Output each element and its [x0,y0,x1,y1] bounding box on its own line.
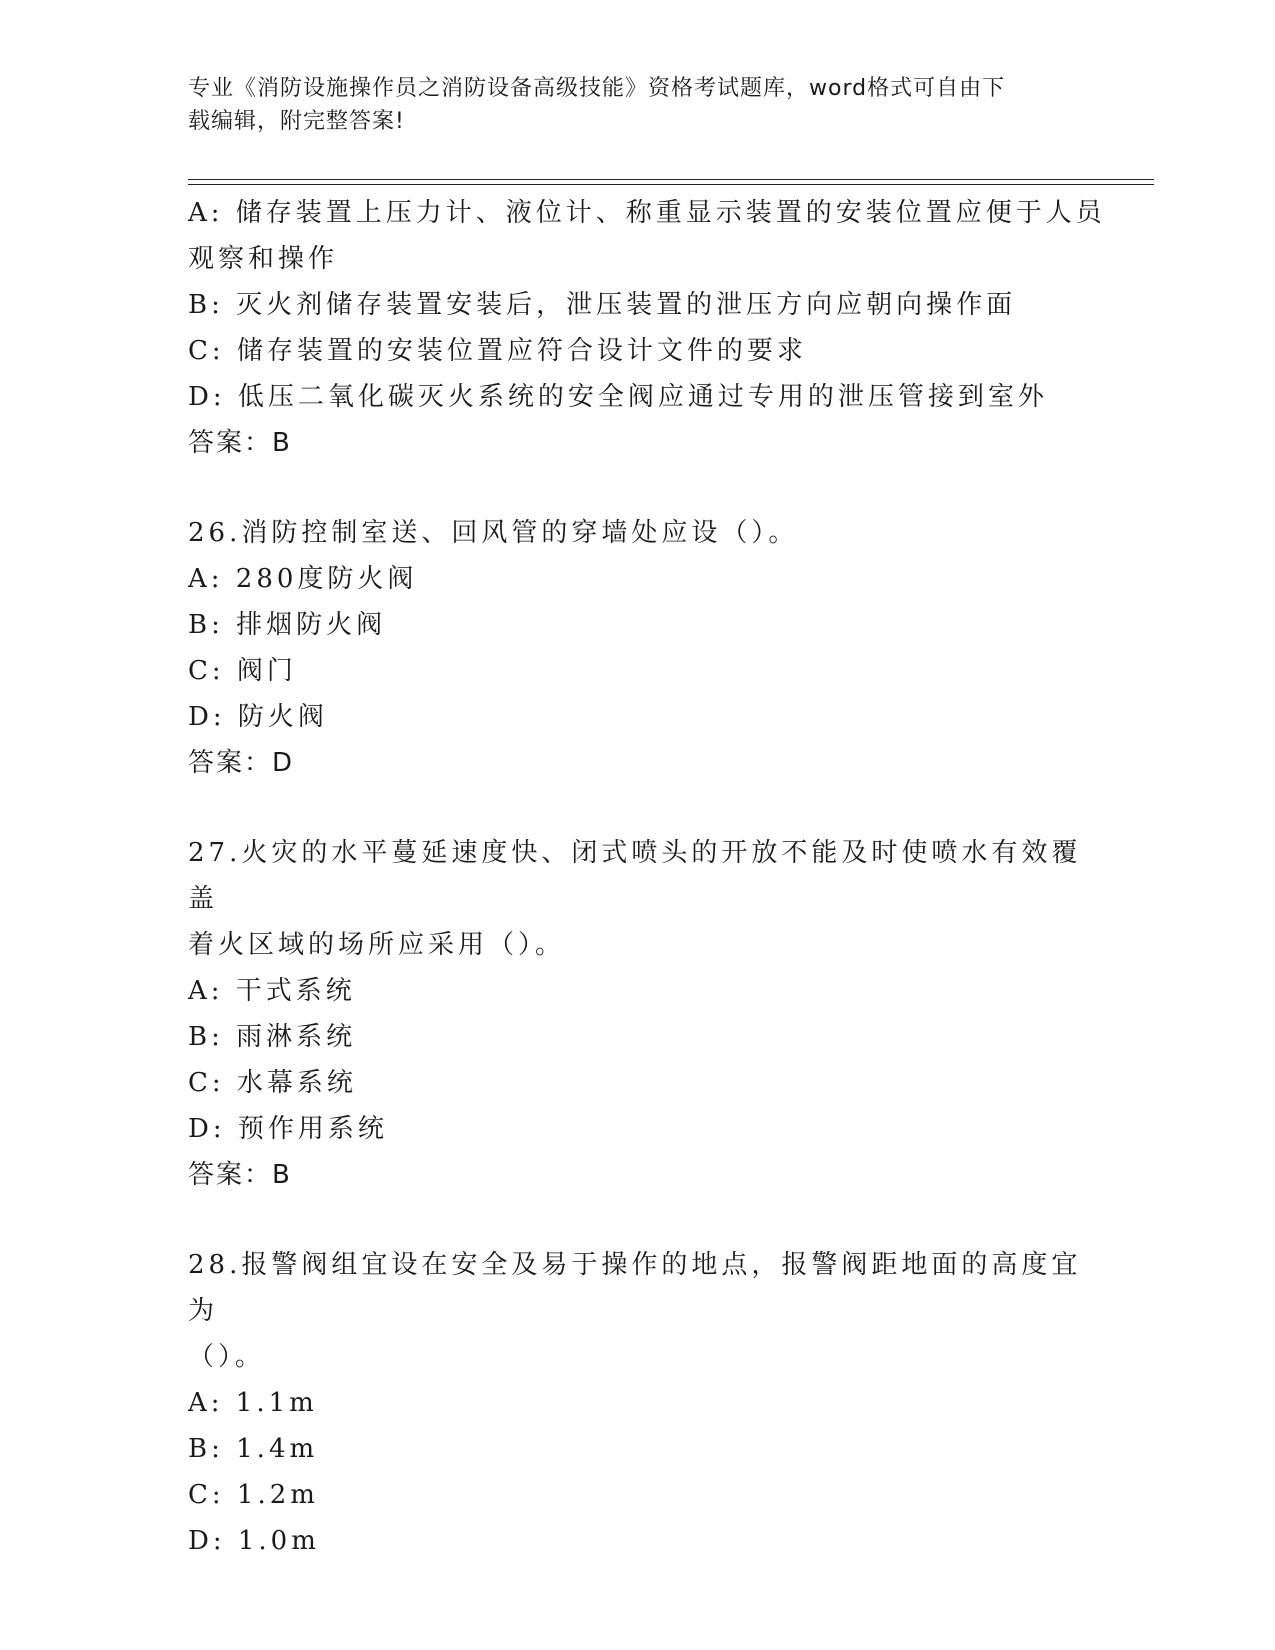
option-d: D: 预作用系统 [188,1114,388,1144]
question-text-line-1: 28.报警阀组宜设在安全及易于操作的地点，报警阀距地面的高度宜为 [188,1250,1082,1326]
option-a: A: 干式系统 [188,976,356,1006]
option-d: D: 1.0m [188,1526,320,1556]
option-c: C: 水幕系统 [188,1068,357,1098]
option-a: A: 280度防火阀 [188,564,418,594]
question-text-line-2: 着火区域的场所应采用（）。 [188,930,566,960]
header-divider-top [188,179,1154,180]
option-a-line-2: 观察和操作 [188,244,339,274]
question-list [188,190,1106,1564]
question-25-continuation [188,190,1106,466]
option-c: C: 储存装置的安装位置应符合设计文件的要求 [188,336,807,366]
option-b: B: 雨淋系统 [188,1022,357,1052]
question-text: 26.消防控制室送、回风管的穿墙处应设（）。 [188,518,799,548]
option-b: B: 1.4m [188,1434,319,1464]
option-b: B: 排烟防火阀 [188,610,387,640]
question-text-line-2: （）。 [188,1342,266,1372]
question-27 [188,830,1088,1198]
option-c: C: 阀门 [188,656,297,686]
option-a: A: 1.1m [188,1388,318,1418]
header-title-line-2: 载编辑，附完整答案! [188,109,405,134]
option-c: C: 1.2m [188,1480,319,1510]
option-a-line-1: A: 储存装置上压力计、液位计、称重显示装置的安装位置应便于人员 [188,198,1106,228]
option-d: D: 低压二氧化碳灭火系统的安全阀应通过专用的泄压管接到室外 [188,382,1048,412]
question-26 [188,510,1088,786]
answer: 答案：D [188,748,295,778]
question-28 [188,1242,1088,1564]
answer: 答案：B [188,1160,292,1190]
header-title-line-1: 专业《消防设施操作员之消防设备高级技能》资格考试题库，word格式可自由下 [188,76,1006,101]
header-divider-bottom [188,184,1154,185]
question-text-line-1: 27.火灾的水平蔓延速度快、闭式喷头的开放不能及时使喷水有效覆盖 [188,838,1082,914]
option-d: D: 防火阀 [188,702,328,732]
option-b: B: 灭火剂储存装置安装后，泄压装置的泄压方向应朝向操作面 [188,290,1017,320]
document-header [188,72,1068,138]
answer: 答案：B [188,428,292,458]
